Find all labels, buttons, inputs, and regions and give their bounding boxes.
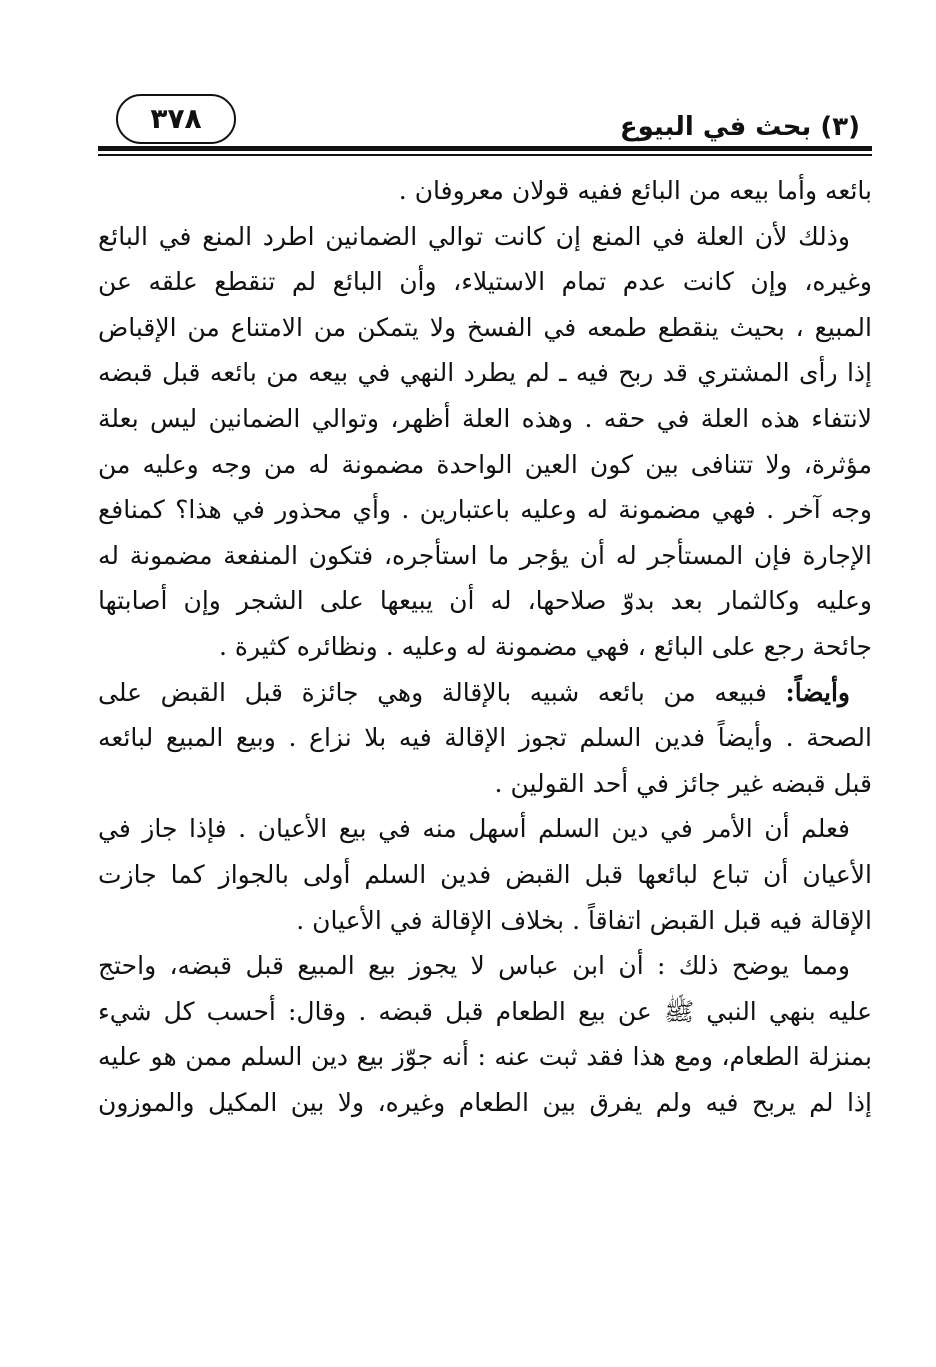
body-text [98, 168, 872, 1125]
text-line: الأعيان أن تباع لبائعها قبل القبض فدين السلم أولى بالجواز كما جازت [98, 859, 872, 889]
text-line: لانتفاء هذه العلة في حقه . وهذه العلة أظهر، وتوالي الضمانين ليس بعلة [98, 403, 872, 433]
header-rule-thin [98, 154, 872, 156]
text-line: وذلك لأن العلة في المنع إن كانت توالي الضمانين اطرد المنع في البائع [98, 221, 850, 251]
running-title: (٣) بحث في البيوع [619, 112, 860, 142]
text-line: بائعه وأما بيعه من البائع ففيه قولان معروفان . [398, 176, 872, 205]
text-line-content: فبيعه من بائعه شبيه بالإقالة وهي جائزة قبل القبض على [98, 677, 767, 707]
text-line: الإقالة فيه قبل القبض اتفاقاً . بخلاف الإقالة في الأعيان . [296, 905, 872, 935]
text-line: مؤثرة، ولا تتنافى بين كون العين الواحدة مضمونة له من وجه وعليه من [98, 449, 872, 479]
text-line: عليه بنهي النبي ﷺ عن بيع الطعام قبل قبضه . وقال: أحسب كل شيء [98, 996, 872, 1026]
text-line: بمنزلة الطعام، ومع هذا فقد ثبت عنه : أنه جوّز بيع دين السلم ممن هو عليه [98, 1042, 872, 1072]
text-line: وعليه وكالثمار بعد بدوّ صلاحها، له أن يبيعها على الشجر وإن أصابتها [98, 586, 872, 616]
text-line: وغيره، وإن كانت عدم تمام الاستيلاء، وأن البائع لم تنقطع علقه عن [98, 267, 872, 297]
text-line: الإجارة فإن المستأجر له أن يؤجر ما استأجره، فتكون المنفعة مضمونة له [98, 540, 872, 570]
text-line: الصحة . وأيضاً فدين السلم تجوز الإقالة فيه بلا نزاع . وبيع المبيع لبائعه [98, 723, 872, 753]
page-number: ٣٧٨ [116, 94, 236, 144]
text-line: وجه آخر . فهي مضمونة له وعليه باعتبارين . وأي محذور في هذا؟ كمنافع [98, 495, 872, 525]
text-line: جائحة رجع على البائع ، فهي مضمونة له وعليه . ونظائره كثيرة . [219, 631, 872, 661]
text-line: إذا لم يربح فيه ولم يفرق بين الطعام وغيره، ولا بين المكيل والموزون [98, 1087, 872, 1117]
text-line: قبل قبضه غير جائز في أحد القولين . [494, 768, 872, 798]
text-line: ومما يوضح ذلك : أن ابن عباس لا يجوز بيع المبيع قبل قبضه، واحتج [98, 951, 850, 981]
bold-lead-word: وأيضاً: [785, 677, 850, 707]
page-header [98, 88, 872, 160]
text-line: فعلم أن الأمر في دين السلم أسهل منه في بيع الأعيان . فإذا جاز في [98, 814, 850, 844]
text-line [98, 670, 872, 716]
text-line: المبيع ، بحيث ينقطع طمعه في الفسخ ولا يتمكن من الامتناع من الإقباض [98, 312, 872, 342]
header-rule-thick [98, 146, 872, 151]
text-line: إذا رأى المشتري قد ربح فيه ـ لم يطرد النهي في بيعه من بائعه قبل قبضه [98, 358, 872, 388]
